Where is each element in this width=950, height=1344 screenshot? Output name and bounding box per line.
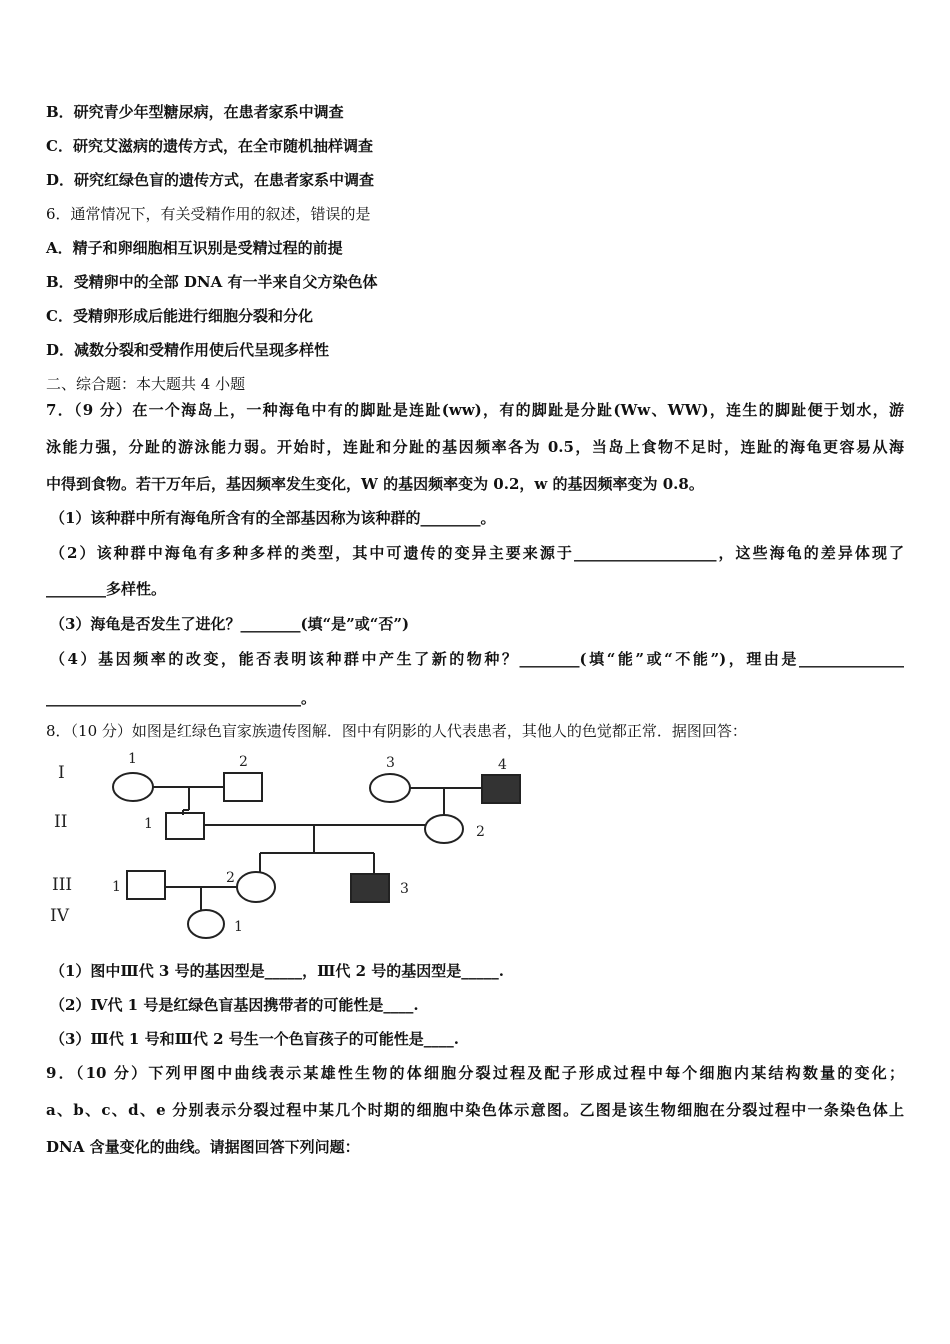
q5-option-b: B．研究青少年型糖尿病，在患者家系中调查 <box>46 103 344 121</box>
pedigree-number: 1 <box>234 919 243 935</box>
q7-part2-line2: ________多样性。 <box>46 580 167 598</box>
pedigree-IV1-female <box>188 910 224 938</box>
pedigree-number: 2 <box>226 870 235 886</box>
pedigree-I2-male <box>224 773 262 801</box>
q6-option-d: D．减数分裂和受精作用使后代呈现多样性 <box>46 341 330 359</box>
q5-option-d: D．研究红绿色盲的遗传方式，在患者家系中调查 <box>46 171 375 189</box>
q6-option-a: A．精子和卵细胞相互识别是受精过程的前提 <box>46 239 343 257</box>
pedigree-III2-female <box>237 872 275 902</box>
pedigree-chart <box>46 745 566 947</box>
q9-stem-line3: DNA 含量变化的曲线。请据图回答下列问题： <box>46 1138 360 1156</box>
generation-label-IV: IV <box>50 906 69 926</box>
q6-stem: 6．通常情况下，有关受精作用的叙述，错误的是 <box>46 205 371 223</box>
pedigree-number: 2 <box>239 754 248 770</box>
pedigree-number: 3 <box>400 881 409 897</box>
q7-part2-line1: （2）该种群中海龟有多种多样的类型，其中可遗传的变异主要来源于___________________，这些海龟的差异体现了 <box>50 544 904 562</box>
q6-option-b: B．受精卵中的全部 DNA 有一半来自父方染色体 <box>46 273 378 291</box>
q7-stem-line3: 中得到食物。若干万年后，基因频率发生变化，W 的基因频率变为 0.2，w 的基因频率变为 0.8。 <box>46 475 704 493</box>
q9-stem-line1: 9．（10 分）下列甲图中曲线表示某雄性生物的体细胞分裂过程及配子形成过程中每个细胞内某结构数量的变化； <box>46 1064 904 1082</box>
q9-stem-line2: a、b、c、d、e 分别表示分裂过程中某几个时期的细胞中染色体示意图。乙图是该生物细胞在分裂过程中一条染色体上 <box>46 1101 904 1119</box>
pedigree-number: 2 <box>476 824 485 840</box>
pedigree-number: 1 <box>112 879 121 895</box>
q5-option-c: C．研究艾滋病的遗传方式，在全市随机抽样调查 <box>46 137 373 155</box>
pedigree-I1-female <box>113 773 153 801</box>
pedigree-number: 1 <box>128 751 137 767</box>
section-heading: 二、综合题：本大题共 4 小题 <box>46 375 246 393</box>
q7-part4-line2: __________________________________。 <box>46 689 317 707</box>
generation-label-I: I <box>58 763 65 783</box>
q8-part2: （2）Ⅳ代 1 号是红绿色盲基因携带者的可能性是____. <box>50 996 419 1014</box>
pedigree-III3-affected-male <box>351 874 389 902</box>
pedigree-II2-female <box>425 815 463 843</box>
q8-part1: （1）图中Ⅲ代 3 号的基因型是_____，Ⅲ代 2 号的基因型是_____. <box>50 962 504 980</box>
pedigree-I4-affected-male <box>482 775 520 803</box>
q7-part1: （1）该种群中所有海龟所含有的全部基因称为该种群的________。 <box>50 509 496 527</box>
q7-stem-line1: 7．（9 分）在一个海岛上，一种海龟中有的脚趾是连趾(ww)，有的脚趾是分趾(Ww、WW)，连生的脚趾便于划水，游 <box>46 401 904 419</box>
q6-option-c: C．受精卵形成后能进行细胞分裂和分化 <box>46 307 313 325</box>
pedigree-II1-male <box>166 813 204 839</box>
q8-stem: 8．（10 分）如图是红绿色盲家族遗传图解．图中有阴影的人代表患者，其他人的色觉都正常．据图回答： <box>46 722 747 740</box>
q7-part4-line1: （4）基因频率的改变，能否表明该种群中产生了新的物种？________(填“能”或“不能”)，理由是______________ <box>50 650 904 668</box>
pedigree-number: 4 <box>498 757 507 773</box>
pedigree-I3-female <box>370 774 410 802</box>
q7-stem-line2: 泳能力强，分趾的游泳能力弱。开始时，连趾和分趾的基因频率各为 0.5，当岛上食物不足时，连趾的海龟更容易从海 <box>46 438 904 456</box>
pedigree-number: 3 <box>386 755 395 771</box>
q7-part3: （3）海龟是否发生了进化？________(填“是”或“否”) <box>50 615 410 633</box>
q8-part3: （3）Ⅲ代 1 号和Ⅲ代 2 号生一个色盲孩子的可能性是____. <box>50 1030 459 1048</box>
pedigree-III1-male <box>127 871 165 899</box>
generation-label-II: II <box>54 812 68 832</box>
pedigree-number: 1 <box>144 816 153 832</box>
generation-label-III: III <box>52 875 73 895</box>
